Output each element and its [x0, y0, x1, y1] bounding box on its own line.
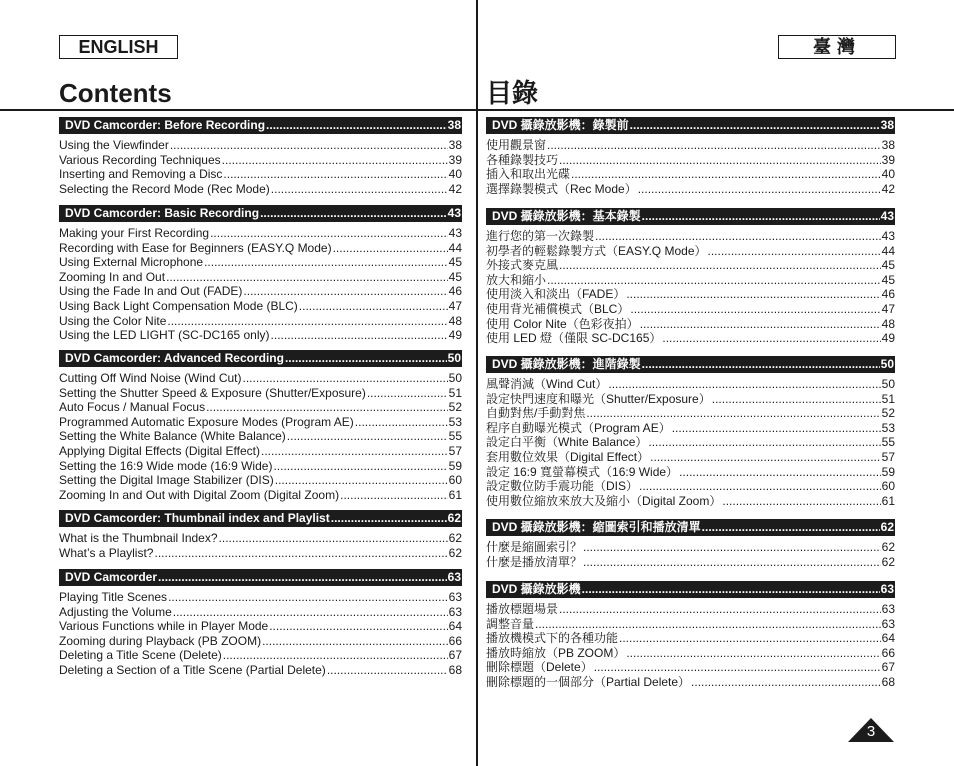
toc-entry-page: 64 [448, 619, 462, 634]
toc-entry-page: 47 [448, 299, 462, 313]
leader-dots [630, 117, 880, 134]
toc-entry-page: 40 [448, 167, 462, 182]
toc-entry-label: 各種錄製技巧 [486, 152, 559, 167]
toc-entry-label: Programmed Automatic Exposure Modes (Program AE) [59, 414, 354, 429]
toc-entry-label: 刪除標題的一個部分（Partial Delete） [486, 675, 691, 689]
toc-entry-label: Zooming during Playback (PB ZOOM) [59, 633, 262, 648]
toc-entry-page: 46 [448, 284, 462, 299]
leader-dots [583, 555, 881, 570]
toc-entry-label: Using the Fade In and Out (FADE) [59, 284, 243, 299]
toc-entry-page: 62 [881, 554, 895, 569]
toc-entry-page: 63 [448, 590, 462, 604]
leader-dots [243, 371, 448, 386]
toc-entry-page: 44 [881, 243, 895, 258]
section-title: DVD 攝錄放影機 [492, 582, 581, 596]
section-title: DVD 攝錄放影機：縮圖索引和播放清單 [492, 520, 701, 534]
toc-entry[interactable] [59, 299, 462, 314]
section-title: DVD 攝錄放影機：基本錄製 [492, 209, 641, 223]
toc-entry[interactable] [59, 270, 462, 285]
section-header[interactable] [59, 350, 462, 367]
toc-entry-page: 43 [881, 229, 895, 243]
toc-english [59, 0, 462, 766]
toc-entry-label: Various Functions while in Player Mode [59, 619, 269, 634]
language-label-english: ENGLISH [59, 35, 178, 59]
toc-entry-page: 51 [881, 391, 895, 406]
leader-dots [271, 328, 448, 343]
toc-entry[interactable] [59, 255, 462, 270]
toc-entry-label: 插入和取出光碟 [486, 167, 571, 182]
leader-dots [619, 631, 881, 646]
toc-entry-label: 使用數位縮放來放大及縮小（Digital Zoom） [486, 493, 722, 508]
toc-entry[interactable] [486, 555, 895, 570]
leader-dots [206, 400, 448, 415]
section-header[interactable] [486, 356, 895, 373]
toc-entry[interactable] [59, 648, 462, 663]
toc-entry[interactable] [59, 371, 462, 386]
leader-dots [170, 138, 448, 153]
leader-dots [662, 331, 880, 346]
section-header[interactable] [59, 117, 462, 134]
leader-dots [626, 287, 880, 302]
leader-dots [261, 444, 448, 459]
toc-entry[interactable] [59, 138, 462, 153]
leader-dots [223, 648, 448, 663]
contents-title-english: Contents [59, 78, 172, 108]
toc-entry-page: 52 [881, 406, 895, 421]
toc-entry-page: 38 [448, 138, 462, 152]
contents-title-chinese: 目錄 [486, 78, 539, 108]
toc-entry[interactable] [486, 675, 895, 690]
leader-dots [168, 590, 448, 605]
toc-entry-page: 45 [881, 258, 895, 273]
toc-entry[interactable] [486, 317, 895, 332]
toc-entry-label: 風聲消減（Wind Cut） [486, 377, 608, 391]
toc-entry[interactable] [59, 314, 462, 329]
leader-dots [154, 546, 447, 561]
section-header[interactable] [486, 117, 895, 134]
leader-dots [327, 663, 448, 678]
toc-entry[interactable] [59, 226, 462, 241]
toc-entry[interactable] [59, 619, 462, 634]
toc-entry-page: 44 [448, 240, 462, 255]
leader-dots [586, 406, 880, 421]
toc-entry-page: 48 [881, 316, 895, 331]
toc-entry-label: Various Recording Techniques [59, 152, 221, 167]
toc-entry-label: Setting the Digital Image Stabilizer (DIS) [59, 473, 274, 488]
toc-entry-label: Deleting a Section of a Title Scene (Partial Delete) [59, 663, 326, 677]
leader-dots [331, 510, 447, 527]
toc-entry[interactable] [486, 479, 895, 494]
leader-dots [173, 605, 448, 620]
toc-entry-label: 選擇錄製模式（Rec Mode） [486, 181, 637, 196]
toc-entry-page: 67 [448, 648, 462, 663]
toc-entry-page: 68 [448, 663, 462, 677]
toc-entry-page: 42 [881, 181, 895, 196]
toc-entry-label: 什麼是縮圖索引？ [486, 540, 583, 554]
leader-dots [547, 273, 881, 288]
leader-dots [355, 415, 448, 430]
section-page: 62 [880, 520, 894, 534]
toc-entry[interactable] [59, 284, 462, 299]
toc-entry-label: Using the LED LIGHT (SC-DC165 only) [59, 328, 270, 343]
toc-entry-label: 套用數位效果（Digital Effect） [486, 450, 650, 464]
section-page: 38 [447, 118, 461, 132]
toc-entry[interactable] [59, 328, 462, 343]
toc-entry[interactable] [486, 302, 895, 317]
toc-entry-label: 使用淡入和淡出（FADE） [486, 287, 626, 302]
toc-entry[interactable] [486, 465, 895, 480]
section-title: DVD 攝錄放影機：錄製前 [492, 118, 629, 132]
leader-dots [571, 167, 881, 182]
toc-entry-label: 使用背光補償模式（BLC） [486, 302, 630, 316]
section-title: DVD Camcorder: Thumbnail index and Playlist [65, 511, 330, 525]
toc-entry[interactable] [59, 473, 462, 488]
toc-entry-page: 64 [881, 631, 895, 646]
toc-entry-label: Cutting Off Wind Noise (Wind Cut) [59, 371, 242, 385]
toc-entry[interactable] [486, 258, 895, 273]
toc-entry-page: 63 [881, 602, 895, 616]
section-page: 50 [447, 351, 461, 365]
toc-entry[interactable] [59, 546, 462, 561]
toc-entry-page: 59 [448, 458, 462, 473]
leader-dots [708, 244, 881, 259]
section-page: 43 [880, 209, 894, 223]
toc-entry-label: Setting the Shutter Speed & Exposure (Shutter/Exposure) [59, 385, 366, 400]
leader-dots [648, 435, 880, 450]
toc-entry-page: 49 [881, 331, 895, 346]
toc-entry-page: 59 [881, 464, 895, 479]
toc-entry-page: 61 [448, 487, 462, 502]
section-header[interactable] [59, 510, 462, 527]
section-page: 62 [447, 511, 461, 525]
leader-dots [650, 450, 880, 465]
leader-dots [275, 473, 448, 488]
section-page: 43 [447, 206, 461, 220]
toc-entry-label: Inserting and Removing a Disc [59, 167, 223, 182]
toc-entry-page: 38 [881, 138, 895, 152]
toc-entry-label: Deleting a Title Scene (Delete) [59, 648, 222, 663]
toc-entry-page: 53 [881, 420, 895, 435]
leader-dots [223, 167, 447, 182]
leader-dots [260, 205, 447, 222]
toc-entry[interactable] [59, 153, 462, 168]
toc-entry-label: Setting the 16:9 Wide mode (16:9 Wide) [59, 458, 273, 473]
toc-entry[interactable] [486, 167, 895, 182]
toc-entry-label: What is the Thumbnail Index? [59, 531, 218, 545]
toc-entry-page: 68 [881, 675, 895, 689]
toc-entry-label: Making your First Recording [59, 226, 210, 240]
section-title: DVD 攝錄放影機：進階錄製 [492, 357, 641, 371]
toc-entry[interactable] [486, 494, 895, 509]
toc-entry-page: 40 [881, 167, 895, 182]
toc-entry[interactable] [486, 660, 895, 675]
toc-entry[interactable] [486, 631, 895, 646]
toc-entry-label: 放大和縮小 [486, 272, 547, 287]
toc-entry-label: 調整音量 [486, 616, 535, 631]
page-number: 3 [866, 723, 876, 740]
toc-entry[interactable] [486, 646, 895, 661]
toc-entry-label: What’s a Playlist? [59, 545, 154, 560]
toc-entry-label: Using External Microphone [59, 255, 204, 270]
leader-dots [712, 392, 881, 407]
toc-entry-label: Recording with Ease for Beginners (EASY.Q Mode) [59, 240, 332, 255]
section-header[interactable] [486, 208, 895, 225]
toc-entry-label: 設定快門速度和曝光（Shutter/Exposure） [486, 391, 711, 406]
toc-entry-page: 49 [448, 328, 462, 343]
leader-dots [167, 314, 447, 329]
toc-entry-label: 使用 Color Nite（色彩夜拍） [486, 316, 639, 331]
leader-dots [594, 660, 881, 675]
toc-entry-page: 42 [448, 181, 462, 196]
toc-entry-label: 刪除標題（Delete） [486, 660, 593, 675]
toc-entry[interactable] [59, 663, 462, 678]
toc-entry-label: Using Back Light Compensation Mode (BLC) [59, 299, 298, 313]
toc-entry[interactable] [486, 377, 895, 392]
toc-entry[interactable] [59, 415, 462, 430]
toc-entry[interactable] [59, 444, 462, 459]
section-title: DVD Camcorder [65, 570, 158, 584]
toc-entry-label: 程序自動曝光模式（Program AE） [486, 420, 671, 435]
leader-dots [672, 421, 881, 436]
leader-dots [691, 675, 881, 690]
toc-entry-page: 62 [448, 531, 462, 545]
leader-dots [559, 602, 881, 617]
toc-entry-page: 51 [448, 385, 462, 400]
toc-entry-label: Selecting the Record Mode (Rec Mode) [59, 181, 270, 196]
leader-dots [204, 255, 448, 270]
toc-entry-page: 39 [881, 152, 895, 167]
toc-entry-page: 55 [448, 429, 462, 444]
leader-dots [287, 429, 448, 444]
toc-entry-page: 61 [881, 493, 895, 508]
section-title: DVD Camcorder: Basic Recording [65, 206, 260, 220]
section-header[interactable] [486, 581, 895, 598]
toc-entry-label: 使用觀景窗 [486, 138, 547, 152]
toc-entry[interactable] [59, 167, 462, 182]
leader-dots [271, 182, 448, 197]
leader-dots [595, 229, 881, 244]
toc-entry-label: Zooming In and Out [59, 269, 166, 284]
leader-dots [166, 270, 448, 285]
toc-entry-page: 53 [448, 414, 462, 429]
leader-dots [299, 299, 448, 314]
toc-entry-page: 62 [881, 540, 895, 554]
toc-entry-page: 62 [448, 545, 462, 560]
leader-dots [262, 634, 448, 649]
toc-entry-label: 播放機模式下的各種功能 [486, 631, 619, 646]
section-page: 50 [880, 357, 894, 371]
toc-entry-page: 39 [448, 152, 462, 167]
toc-entry-page: 50 [881, 377, 895, 391]
toc-entry-label: 設定數位防手震功能（DIS） [486, 479, 639, 494]
leader-dots [266, 117, 447, 134]
toc-entry[interactable] [59, 590, 462, 605]
section-header[interactable] [486, 519, 895, 536]
leader-dots [702, 519, 880, 536]
toc-entry-label: Using the Viewfinder [59, 138, 169, 152]
section-page: 63 [447, 570, 461, 584]
toc-entry[interactable] [486, 287, 895, 302]
leader-dots [638, 182, 881, 197]
leader-dots [722, 494, 880, 509]
center-divider [476, 0, 478, 766]
leader-dots [559, 258, 881, 273]
toc-entry[interactable] [59, 386, 462, 401]
toc-entry[interactable] [486, 153, 895, 168]
toc-entry-page: 52 [448, 400, 462, 415]
toc-entry-label: Playing Title Scenes [59, 590, 168, 604]
toc-entry[interactable] [486, 450, 895, 465]
toc-entry[interactable] [59, 531, 462, 546]
toc-entry-page: 60 [881, 479, 895, 494]
leader-dots [535, 617, 881, 632]
toc-entry-page: 55 [881, 435, 895, 450]
leader-dots [210, 226, 448, 241]
toc-entry[interactable] [59, 488, 462, 503]
toc-entry-label: Applying Digital Effects (Digital Effect) [59, 444, 260, 458]
leader-dots [608, 377, 880, 392]
toc-entry-label: Using the Color Nite [59, 313, 167, 328]
toc-entry-page: 45 [448, 255, 462, 270]
toc-entry-label: 什麼是播放清單？ [486, 554, 583, 569]
toc-entry-label: 初學者的輕鬆錄製方式（EASY.Q Mode） [486, 243, 707, 258]
leader-dots [158, 569, 447, 586]
language-label-chinese: 臺灣 [778, 35, 896, 59]
section-header[interactable] [59, 205, 462, 222]
leader-dots [559, 153, 881, 168]
section-header[interactable] [59, 569, 462, 586]
toc-entry-label: Auto Focus / Manual Focus [59, 400, 206, 415]
toc-entry[interactable] [486, 602, 895, 617]
toc-entry-page: 57 [448, 444, 462, 458]
toc-entry[interactable] [59, 605, 462, 620]
section-title: DVD Camcorder: Advanced Recording [65, 351, 284, 365]
leader-dots [583, 540, 881, 555]
toc-entry-label: Setting the White Balance (White Balance) [59, 429, 286, 444]
toc-chinese [486, 0, 895, 766]
toc-entry-page: 63 [448, 604, 462, 619]
toc-entry-page: 45 [448, 269, 462, 284]
leader-dots [639, 479, 881, 494]
leader-dots [626, 646, 880, 661]
toc-entry-label: Adjusting the Volume [59, 604, 172, 619]
section-page: 63 [880, 582, 894, 596]
leader-dots [630, 302, 880, 317]
toc-entry[interactable] [486, 229, 895, 244]
toc-entry[interactable] [486, 273, 895, 288]
toc-entry-label: Zooming In and Out with Digital Zoom (Digital Zoom) [59, 487, 340, 502]
toc-entry[interactable] [486, 435, 895, 450]
section-page: 38 [880, 118, 894, 132]
toc-entry-label: 自動對焦/手動對焦 [486, 406, 586, 421]
toc-entry-label: 播放時縮放（PB ZOOM） [486, 645, 626, 660]
toc-entry-page: 67 [881, 660, 895, 675]
toc-entry[interactable] [59, 400, 462, 415]
toc-entry[interactable] [486, 182, 895, 197]
toc-entry-page: 63 [881, 616, 895, 631]
toc-entry-label: 進行您的第一次錄製 [486, 229, 595, 243]
toc-entry-page: 50 [448, 371, 462, 385]
toc-entry[interactable] [59, 241, 462, 256]
toc-entry-page: 47 [881, 302, 895, 316]
leader-dots [640, 317, 881, 332]
toc-entry[interactable] [486, 138, 895, 153]
leader-dots [273, 459, 447, 474]
toc-entry-label: 設定 16:9 寬螢幕模式（16:9 Wide） [486, 464, 679, 479]
toc-entry-page: 45 [881, 272, 895, 287]
leader-dots [679, 465, 881, 480]
leader-dots [269, 619, 447, 634]
toc-entry-page: 48 [448, 313, 462, 328]
toc-entry[interactable] [486, 244, 895, 259]
toc-entry-label: 外接式麥克風 [486, 258, 559, 273]
toc-entry-page: 66 [881, 645, 895, 660]
toc-entry[interactable] [486, 406, 895, 421]
toc-entry-page: 57 [881, 450, 895, 464]
toc-entry[interactable] [59, 429, 462, 444]
toc-entry-label: 播放標題場景 [486, 602, 559, 616]
leader-dots [340, 488, 448, 503]
toc-entry-page: 66 [448, 633, 462, 648]
toc-entry[interactable] [59, 459, 462, 474]
leader-dots [222, 153, 448, 168]
leader-dots [642, 208, 880, 225]
leader-dots [582, 581, 880, 598]
toc-entry[interactable] [59, 182, 462, 197]
leader-dots [547, 138, 881, 153]
toc-entry-label: 使用 LED 燈（僅限 SC-DC165） [486, 331, 662, 346]
leader-dots [219, 531, 448, 546]
toc-entry[interactable] [486, 540, 895, 555]
leader-dots [333, 241, 448, 256]
toc-entry-page: 43 [448, 226, 462, 240]
leader-dots [285, 350, 447, 367]
toc-entry[interactable] [486, 421, 895, 436]
toc-entry-page: 60 [448, 473, 462, 488]
section-title: DVD Camcorder: Before Recording [65, 118, 266, 132]
toc-entry[interactable] [486, 617, 895, 632]
leader-dots [642, 356, 880, 373]
leader-dots [367, 386, 448, 401]
toc-entry-page: 46 [881, 287, 895, 302]
toc-entry[interactable] [486, 392, 895, 407]
leader-dots [243, 284, 447, 299]
toc-entry-label: 設定白平衡（White Balance） [486, 435, 648, 450]
toc-entry[interactable] [486, 331, 895, 346]
toc-entry[interactable] [59, 634, 462, 649]
